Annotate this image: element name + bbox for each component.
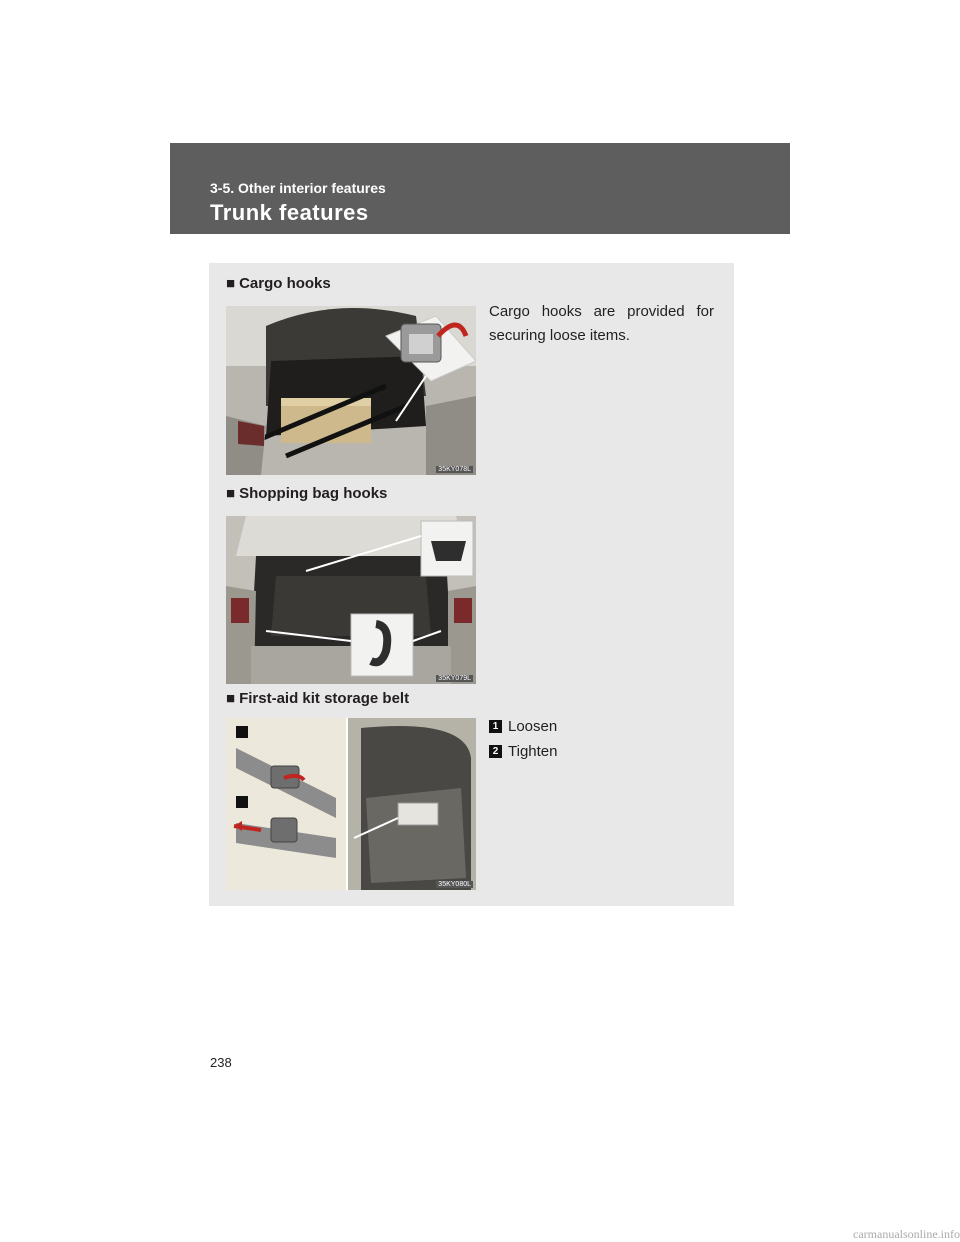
bullet-square-icon: ■ [226, 485, 236, 502]
page-title: Trunk features [210, 200, 369, 225]
first-aid-heading [226, 690, 409, 707]
shopping-bag-hooks-heading-text: Shopping bag hooks [239, 485, 388, 502]
cargo-hooks-description: Cargo hooks are provided for securing loose items. [489, 303, 714, 344]
cargo-hooks-figure-code: 35KY078L [438, 466, 471, 473]
cargo-hooks-heading-text: Cargo hooks [239, 275, 331, 292]
page-number: 238 [210, 1055, 232, 1070]
cargo-hooks-heading [226, 275, 331, 292]
watermark: carmanualsonline.info [853, 1227, 960, 1241]
step-label: Loosen [508, 718, 558, 735]
first-aid-figure-code: 35KY080L [438, 881, 471, 888]
section-label: 3-5. Other interior features [210, 180, 386, 196]
bullet-square-icon: ■ [226, 690, 236, 707]
cargo-hooks-illustration [226, 306, 476, 475]
step-number-badge: 2 [489, 745, 502, 758]
step-loosen [489, 718, 557, 735]
shopping-bag-hooks-figure-code: 35KY079L [438, 675, 471, 682]
first-aid-illustration [226, 718, 476, 890]
cargo-hooks-figure [226, 306, 476, 475]
shopping-bag-hooks-illustration [226, 516, 476, 684]
step-label: Tighten [508, 743, 558, 760]
step-number-badge: 1 [489, 720, 502, 733]
shopping-bag-hooks-heading [226, 485, 387, 502]
bullet-square-icon: ■ [226, 275, 236, 292]
first-aid-figure [226, 718, 476, 890]
step-tighten [489, 743, 557, 760]
first-aid-heading-text: First-aid kit storage belt [239, 690, 410, 707]
shopping-bag-hooks-figure [226, 516, 476, 684]
